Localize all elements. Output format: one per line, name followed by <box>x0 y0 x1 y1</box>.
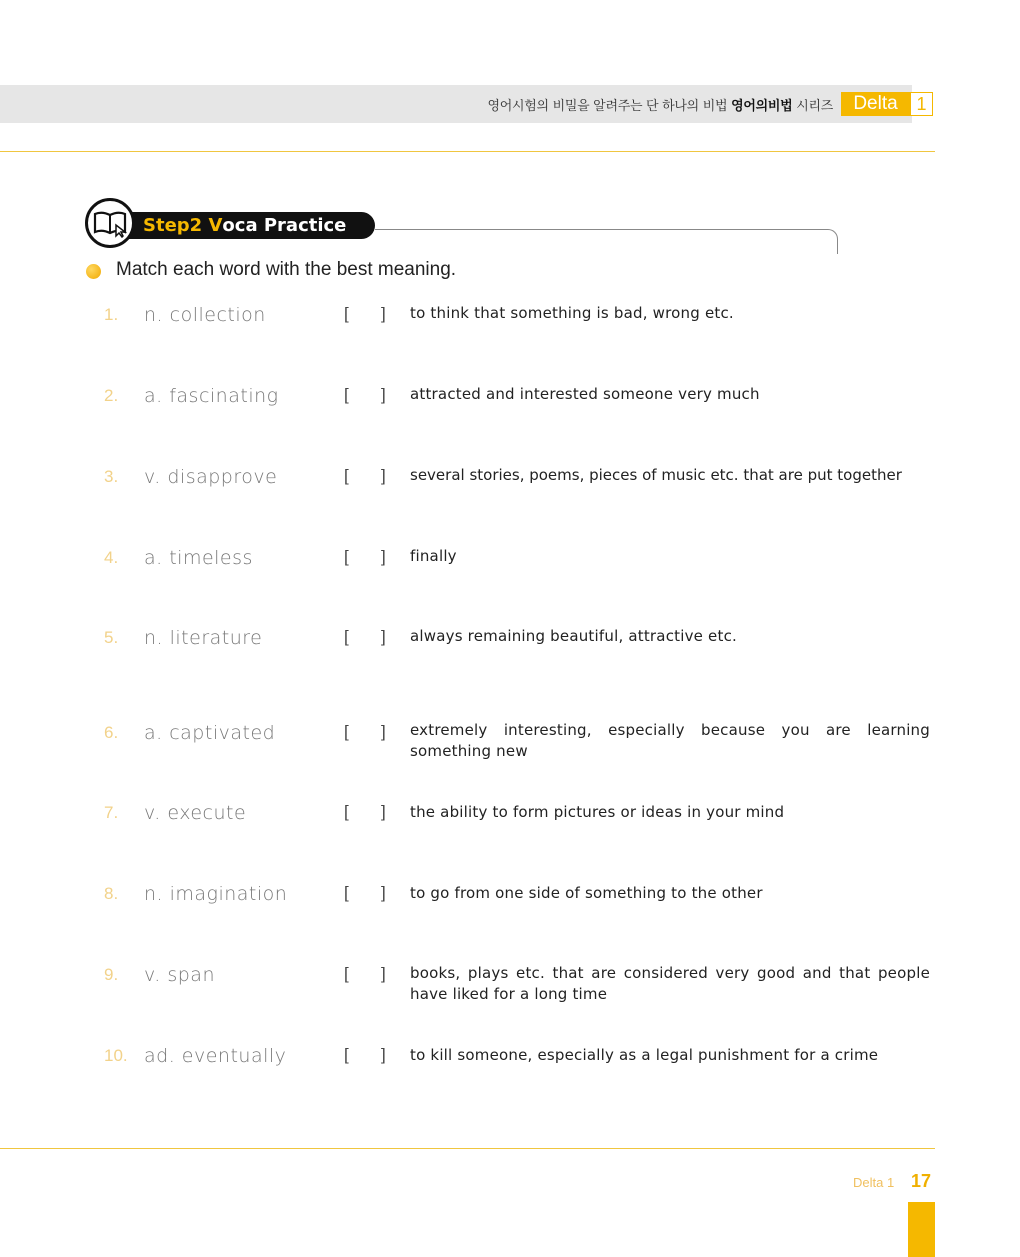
item-word: n. collection <box>144 304 266 326</box>
series-bold: 영어의비법 <box>731 99 793 114</box>
answer-bracket-close: ] <box>381 466 386 485</box>
answer-bracket-open: [ <box>344 547 349 566</box>
series-prefix: 영어시험의 비밀을 알려주는 단 하나의 비법 <box>487 99 732 114</box>
answer-bracket-close: ] <box>381 627 386 646</box>
answer-bracket-close: ] <box>381 385 386 404</box>
item-definition: always remaining beautiful, attractive etc. <box>410 627 737 645</box>
delta-badge-number: 1 <box>910 92 933 116</box>
item-definition: books, plays etc. that are considered very good and that people have liked for a long time <box>410 964 930 1003</box>
item-definition: to go from one side of something to the other <box>410 884 763 902</box>
item-number: 10. <box>104 1046 128 1065</box>
bottom-rule <box>0 1148 935 1149</box>
heading-line <box>375 229 838 254</box>
item-definition: several stories, poems, pieces of music etc. that are put together <box>410 466 902 484</box>
answer-bracket-open: [ <box>344 385 349 404</box>
series-title <box>487 95 833 114</box>
answer-bracket-open: [ <box>344 883 349 902</box>
item-definition: attracted and interested someone very much <box>410 385 760 403</box>
delta-badge: Delta <box>841 92 910 116</box>
item-word: v. disapprove <box>144 466 278 488</box>
footer-label: Delta 1 <box>853 1175 895 1190</box>
series-suffix: 시리즈 <box>792 99 833 114</box>
answer-bracket-close: ] <box>381 547 386 566</box>
item-number: 6. <box>104 723 119 742</box>
step-v: V <box>208 215 223 236</box>
answer-bracket-open: [ <box>344 304 349 323</box>
item-word: n. literature <box>144 627 263 649</box>
page-number: 17 <box>911 1171 932 1191</box>
item-word: ad. eventually <box>144 1045 287 1067</box>
book-icon <box>85 198 135 248</box>
item-number: 2. <box>104 386 119 405</box>
answer-bracket-close: ] <box>381 722 386 741</box>
answer-bracket-open: [ <box>344 722 349 741</box>
item-definition: to think that something is bad, wrong etc. <box>410 304 734 322</box>
answer-bracket-open: [ <box>344 1045 349 1064</box>
item-number: 3. <box>104 467 119 486</box>
step-rest: oca Practice <box>222 215 347 236</box>
answer-bracket-close: ] <box>381 883 386 902</box>
item-word: v. execute <box>144 802 247 824</box>
step-label <box>125 212 375 239</box>
item-word: a. fascinating <box>144 385 279 407</box>
item-number: 1. <box>104 305 119 324</box>
item-number: 4. <box>104 548 119 567</box>
section-heading <box>85 198 845 258</box>
answer-bracket-open: [ <box>344 627 349 646</box>
bullet-dot <box>86 264 101 279</box>
item-word: a. timeless <box>144 547 253 569</box>
item-definition: the ability to form pictures or ideas in your mind <box>410 803 785 821</box>
item-number: 9. <box>104 965 119 984</box>
answer-bracket-close: ] <box>381 802 386 821</box>
answer-bracket-close: ] <box>381 1045 386 1064</box>
item-word: n. imagination <box>144 883 288 905</box>
item-definition: finally <box>410 547 457 565</box>
step-prefix: Step2 <box>143 215 203 236</box>
item-number: 8. <box>104 884 119 903</box>
instruction: Match each word with the best meaning. <box>116 259 457 280</box>
top-rule <box>0 151 935 152</box>
item-word: v. span <box>144 964 215 986</box>
item-definition: extremely interesting, especially because you are learning something new <box>410 721 930 760</box>
answer-bracket-open: [ <box>344 802 349 821</box>
item-word: a. captivated <box>144 722 276 744</box>
item-definition: to kill someone, especially as a legal punishment for a crime <box>410 1046 879 1064</box>
answer-bracket-open: [ <box>344 466 349 485</box>
answer-bracket-open: [ <box>344 964 349 983</box>
answer-bracket-close: ] <box>381 964 386 983</box>
item-number: 5. <box>104 628 119 647</box>
item-number: 7. <box>104 803 119 822</box>
footer-tab <box>908 1202 935 1257</box>
answer-bracket-close: ] <box>381 304 386 323</box>
